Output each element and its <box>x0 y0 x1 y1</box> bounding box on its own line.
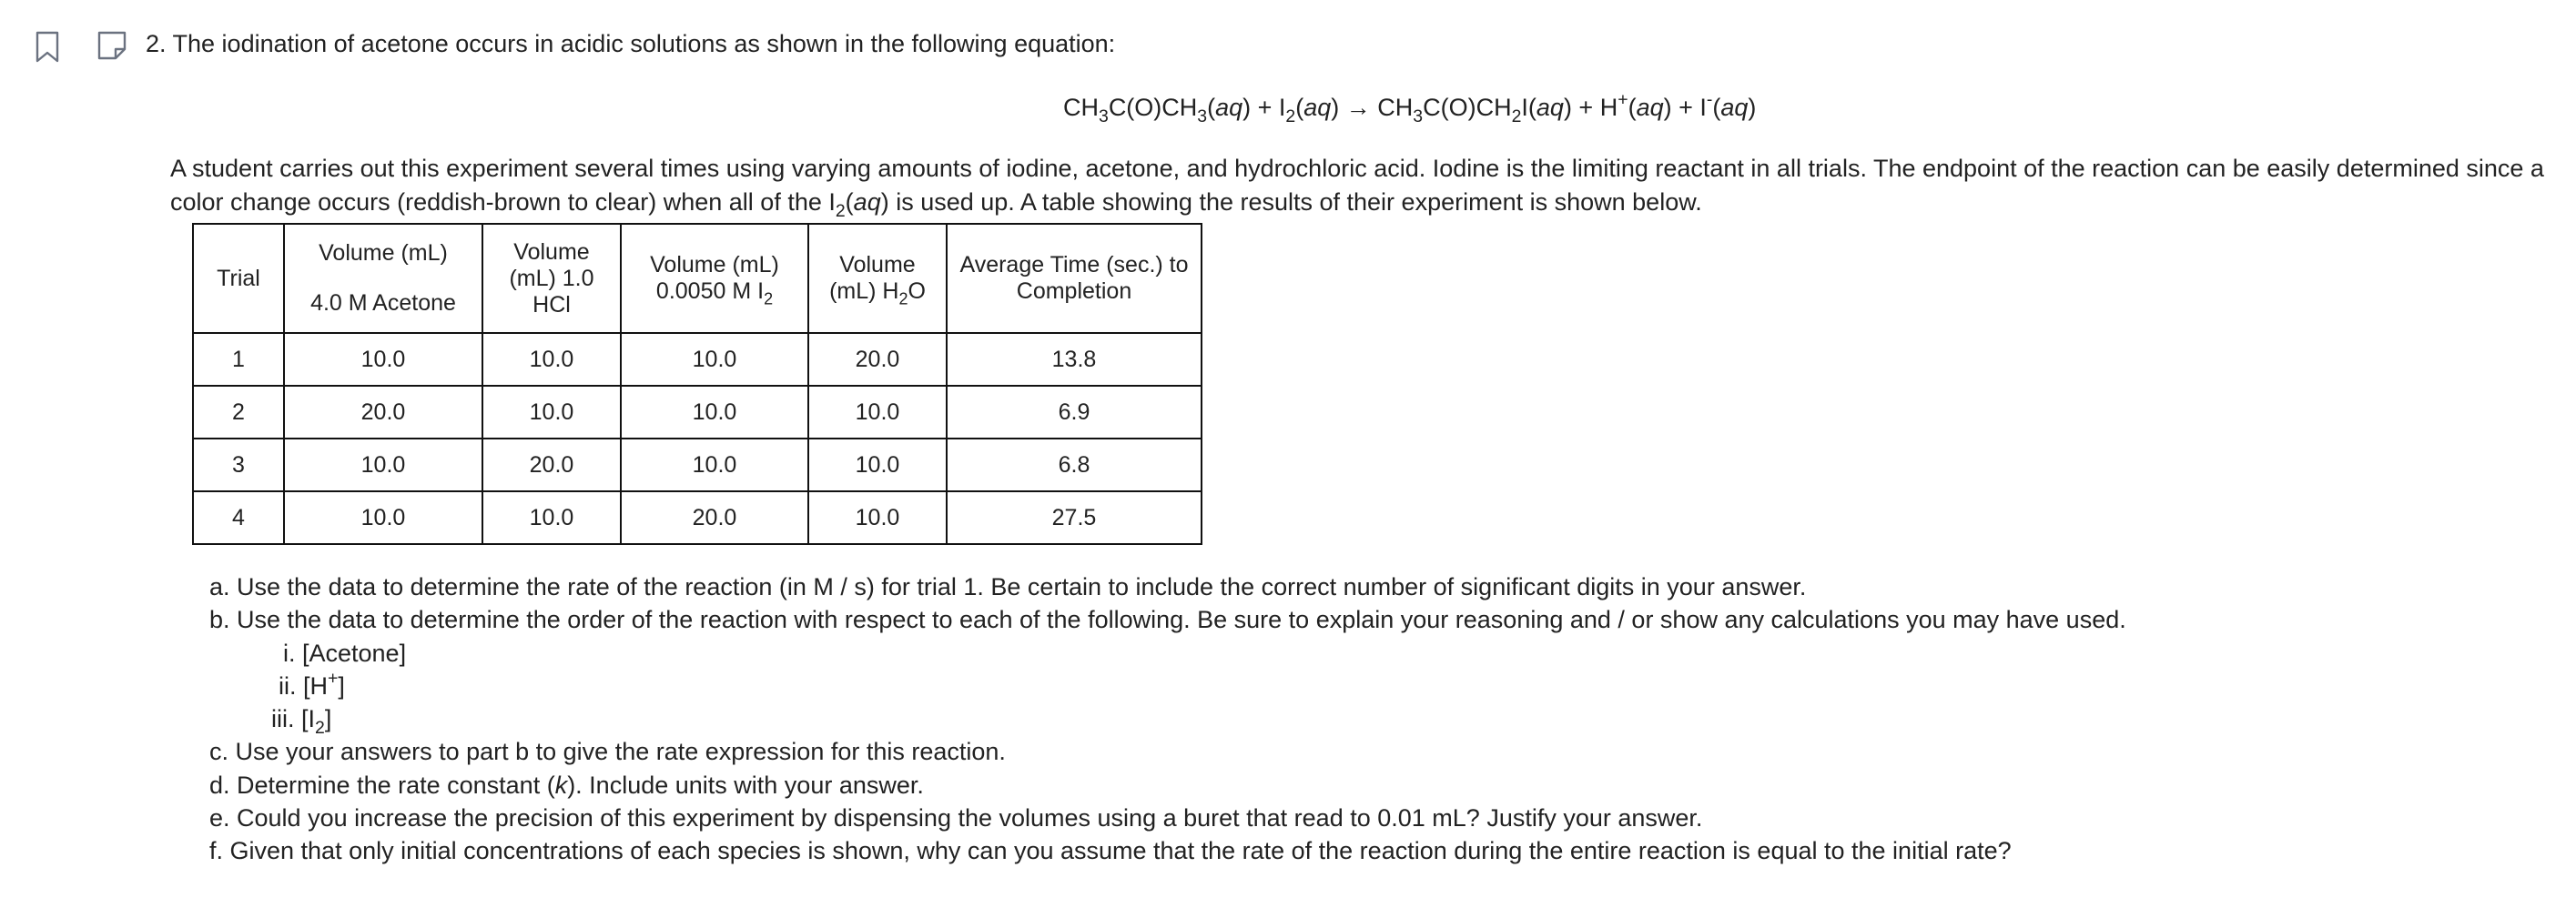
question-title: 2. The iodination of acetone occurs in acidic solutions as shown in the following equation: <box>146 30 1116 57</box>
cell-acetone: 20.0 <box>284 386 482 439</box>
cell-acetone: 10.0 <box>284 491 482 544</box>
header-iodine: Volume (mL) 0.0050 M $I_2$ <box>621 224 808 333</box>
part-c: c. Use your answers to part b to give the rate expression for this reaction. <box>209 738 1006 766</box>
table-row <box>193 386 1202 439</box>
cell-time: 6.9 <box>947 386 1202 439</box>
header-trial: Trial <box>193 224 284 333</box>
cell-trial: 3 <box>193 439 284 491</box>
cell-time: 13.8 <box>947 333 1202 386</box>
cell-iodine: 10.0 <box>621 439 808 491</box>
header-time: Average Time (sec.) to Completion <box>947 224 1202 333</box>
table-row <box>193 491 1202 544</box>
cell-water: 10.0 <box>808 386 947 439</box>
intro-paragraph: A student carries out this experiment several times using varying amounts of iodine, acetone, and hydrochloric acid. Iodine is the limiting reactant in all trials. The endpoint of the reaction can be easily determined since a color change occurs (reddish-brown to clear) when all of the $I_2(aq)$ is used up. A table showing the results of their experiment is shown below. <box>170 155 2544 221</box>
cell-trial: 1 <box>193 333 284 386</box>
part-b-i: i. [Acetone] <box>283 639 407 667</box>
cell-trial: 4 <box>193 491 284 544</box>
part-f: f. Given that only initial concentrations of each species is shown, why can you assume that the rate of the reaction during the entire reaction is equal to the initial rate? <box>209 837 2012 865</box>
part-b: b. Use the data to determine the order of the reaction with respect to each of the following. Be sure to explain your reasoning and / or show any calculations you may have used. <box>209 606 2126 634</box>
cell-acetone: 10.0 <box>284 439 482 491</box>
table-row <box>193 439 1202 491</box>
cell-acetone: 10.0 <box>284 333 482 386</box>
cell-hcl: 10.0 <box>482 491 621 544</box>
cell-time: 27.5 <box>947 491 1202 544</box>
cell-iodine: 10.0 <box>621 386 808 439</box>
part-b-iii: iii. $[I_2]$ <box>271 705 332 738</box>
cell-time: 6.8 <box>947 439 1202 491</box>
table-row <box>193 333 1202 386</box>
cell-hcl: 20.0 <box>482 439 621 491</box>
reaction-equation: $CH_3C(O)CH_3(aq) + I_2(aq) \to CH_3C(O)CH_2I(aq) + H^+(aq) + I^-(aq)$ <box>1063 89 1757 126</box>
header-hcl: Volume (mL) 1.0 HCl <box>482 224 621 333</box>
note-icon[interactable] <box>96 30 127 61</box>
part-e: e. Could you increase the precision of this experiment by dispensing the volumes using a buret that read to 0.01 mL? Justify your answer. <box>209 804 1703 832</box>
part-d: d. Determine the rate constant (k). Include units with your answer. <box>209 771 924 799</box>
question-parts <box>209 570 2126 868</box>
cell-iodine: 10.0 <box>621 333 808 386</box>
cell-water: 10.0 <box>808 491 947 544</box>
cell-water: 10.0 <box>808 439 947 491</box>
cell-iodine: 20.0 <box>621 491 808 544</box>
bookmark-icon[interactable] <box>35 31 60 64</box>
cell-water: 20.0 <box>808 333 947 386</box>
cell-hcl: 10.0 <box>482 333 621 386</box>
cell-trial: 2 <box>193 386 284 439</box>
header-acetone: Volume (mL) 4.0 M Acetone <box>284 224 482 333</box>
part-b-ii: ii. [H+] <box>279 668 345 700</box>
results-table <box>192 223 1202 545</box>
part-a: a. Use the data to determine the rate of the reaction (in M / s) for trial 1. Be certain to include the correct number of significant digits in your answer. <box>209 573 1807 600</box>
header-water: Volume (mL) $H_2O$ <box>808 224 947 333</box>
cell-hcl: 10.0 <box>482 386 621 439</box>
table-header-row <box>193 224 1202 333</box>
